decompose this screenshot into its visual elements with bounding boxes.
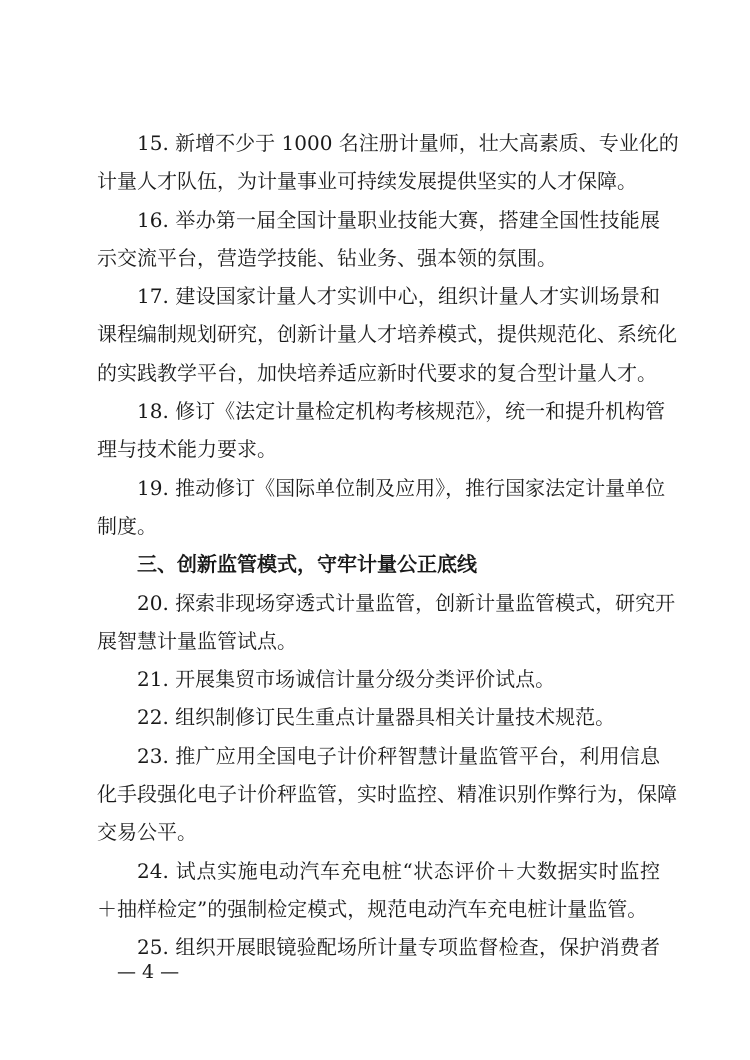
list-item bbox=[97, 928, 660, 966]
text-line: 化手段强化电子计价秤监管，实时监控、精准识别作弊行为，保障 bbox=[97, 782, 677, 807]
document-body bbox=[97, 124, 679, 967]
list-item bbox=[97, 277, 677, 392]
list-item bbox=[97, 392, 666, 469]
section-heading bbox=[97, 545, 660, 583]
text-line: 示交流平台，营造学技能、钻业务、强本领的氛围。 bbox=[97, 245, 557, 270]
text-line: 19. 推动修订《国际单位制及应用》，推行国家法定计量单位 bbox=[137, 475, 666, 500]
text-line: 制度。 bbox=[97, 513, 157, 538]
text-line: 展智慧计量监管试点。 bbox=[97, 628, 297, 653]
text-line: 计量人才队伍，为计量事业可持续发展提供坚实的人才保障。 bbox=[97, 169, 637, 194]
page-number: — 4 — bbox=[117, 961, 180, 983]
text-line: 理与技术能力要求。 bbox=[97, 437, 277, 462]
text-line: 21. 开展集贸市场诚信计量分级分类评价试点。 bbox=[137, 667, 556, 692]
text-line: 交易公平。 bbox=[97, 820, 197, 845]
text-line: 20. 探索非现场穿透式计量监管，创新计量监管模式，研究开 bbox=[137, 590, 676, 615]
list-item bbox=[97, 852, 660, 929]
text-line: ＋抽样检定”的强制检定模式，规范电动汽车充电桩计量监管。 bbox=[97, 896, 648, 921]
list-item bbox=[97, 469, 666, 546]
text-line: 三、创新监管模式，守牢计量公正底线 bbox=[137, 552, 477, 577]
text-line: 22. 组织制修订民生重点计量器具相关计量技术规范。 bbox=[137, 705, 616, 730]
list-item bbox=[97, 737, 677, 852]
list-item bbox=[97, 201, 660, 278]
text-line: 18. 修订《法定计量检定机构考核规范》，统一和提升机构管 bbox=[137, 399, 666, 424]
list-item bbox=[97, 698, 660, 736]
text-line: 23. 推广应用全国电子计价秤智慧计量监管平台，利用信息 bbox=[137, 743, 660, 768]
text-line: 15. 新增不少于 1000 名注册计量师，壮大高素质、专业化的 bbox=[137, 131, 679, 155]
text-line: 17. 建设国家计量人才实训中心，组织计量人才实训场景和 bbox=[137, 284, 660, 309]
text-line: 课程编制规划研究，创新计量人才培养模式，提供规范化、系统化 bbox=[97, 322, 677, 347]
text-line: 25. 组织开展眼镜验配场所计量专项监督检查，保护消费者 bbox=[137, 935, 660, 960]
list-item bbox=[97, 124, 679, 201]
list-item bbox=[97, 660, 660, 698]
list-item bbox=[97, 584, 676, 661]
text-line: 24. 试点实施电动汽车充电桩“状态评价＋大数据实时监控 bbox=[137, 858, 660, 883]
text-line: 16. 举办第一届全国计量职业技能大赛，搭建全国性技能展 bbox=[137, 207, 660, 232]
text-line: 的实践教学平台，加快培养适应新时代要求的复合型计量人才。 bbox=[97, 360, 657, 385]
